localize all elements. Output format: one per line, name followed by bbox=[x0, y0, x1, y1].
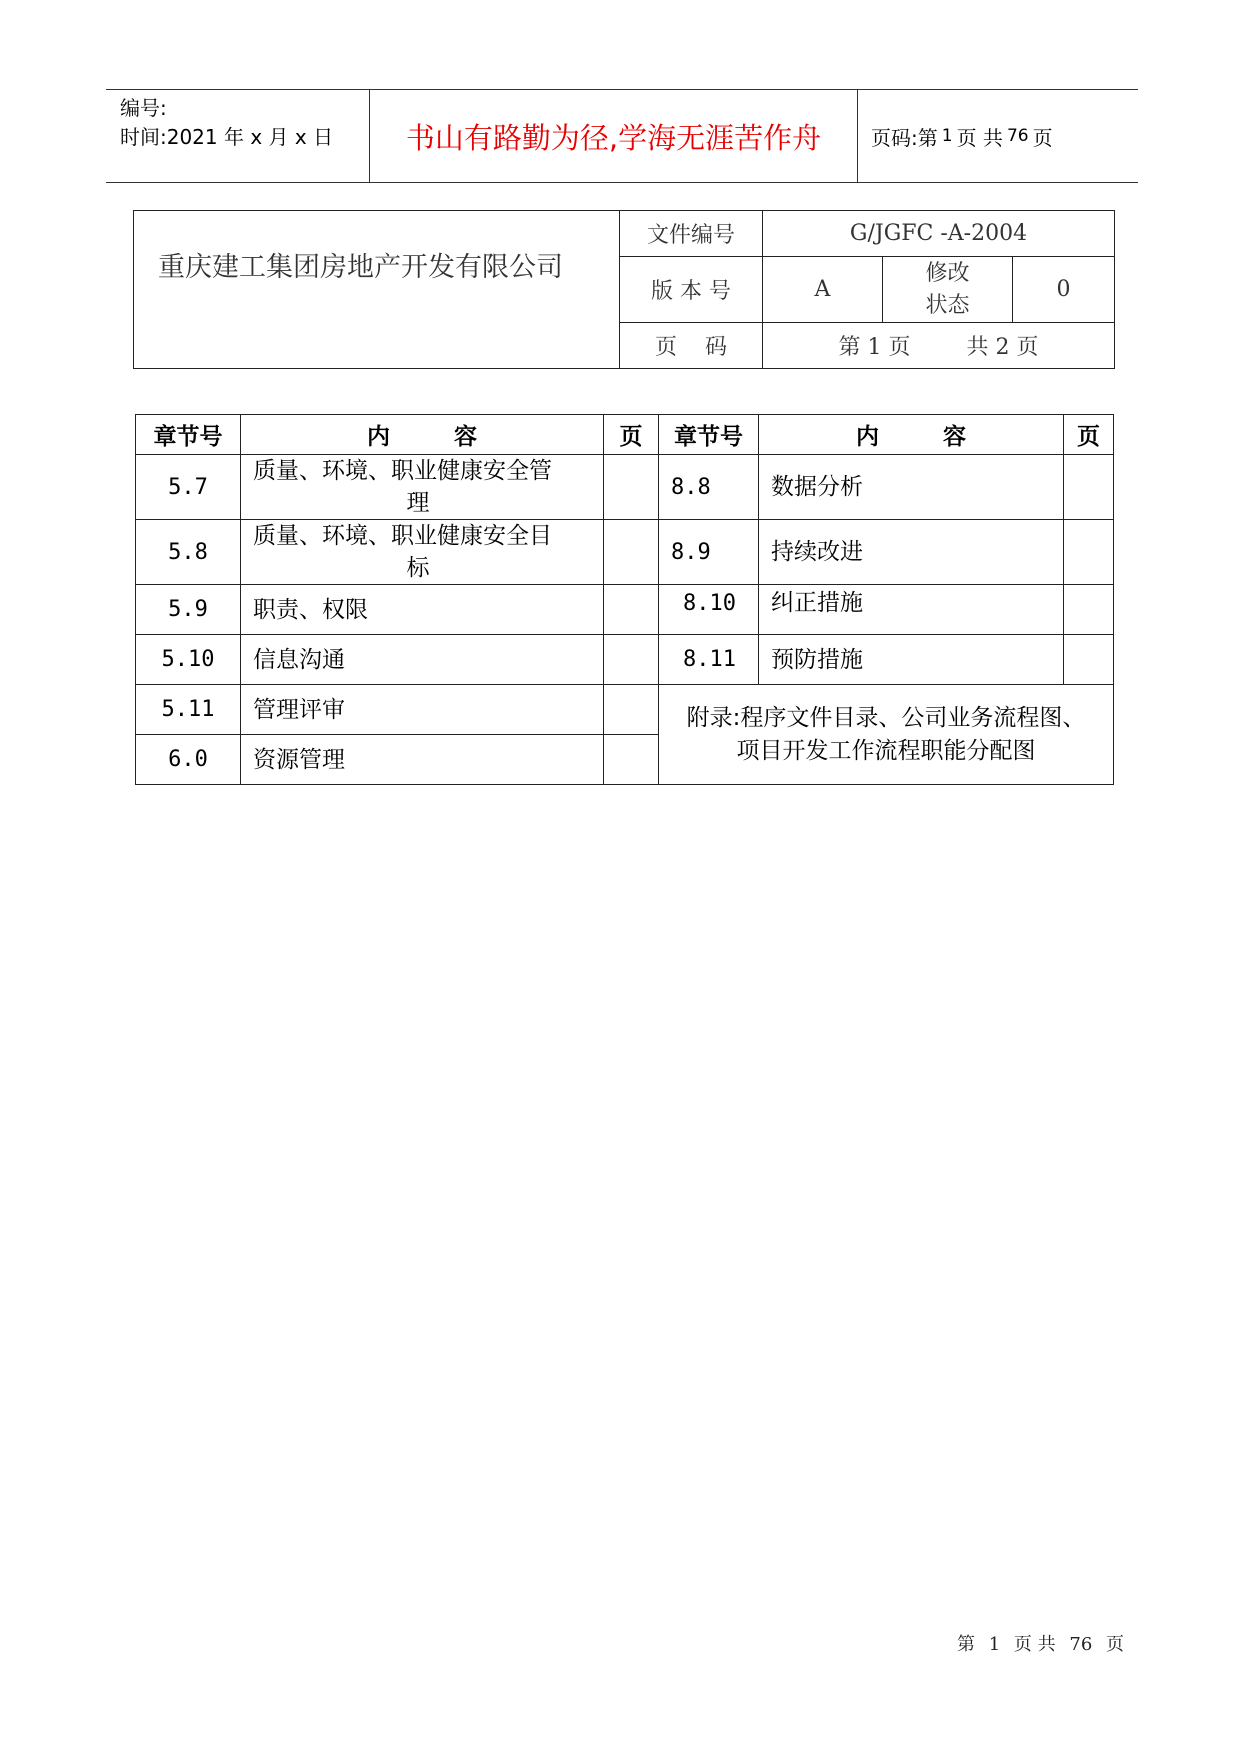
page-label: 页 码 bbox=[620, 323, 763, 369]
header-meta bbox=[120, 94, 333, 152]
page-cell bbox=[604, 635, 659, 685]
column-header: 页 bbox=[604, 415, 659, 455]
page-cell bbox=[1064, 455, 1114, 520]
page-cell bbox=[1064, 520, 1114, 585]
company-name: 重庆建工集团房地产开发有限公司 bbox=[134, 211, 620, 369]
page-header bbox=[106, 89, 1138, 183]
footer-suffix: 页 bbox=[1106, 1634, 1125, 1655]
revision-label bbox=[883, 257, 1013, 323]
page-cell bbox=[604, 685, 659, 735]
section-title: 纠正措施 bbox=[759, 585, 1064, 635]
section-number: 8.8 bbox=[659, 455, 759, 520]
page-cell bbox=[604, 455, 659, 520]
page-cell bbox=[604, 585, 659, 635]
page-value: 第 1 页 共 2 页 bbox=[763, 323, 1115, 369]
table-row bbox=[136, 685, 1114, 735]
motto: 书山有路勤为径,学海无涯苦作舟 bbox=[405, 120, 822, 155]
table-header-row bbox=[136, 415, 1114, 455]
column-header: 页 bbox=[1064, 415, 1114, 455]
revision-value: 0 bbox=[1013, 257, 1115, 323]
section-number: 8.10 bbox=[659, 585, 759, 635]
section-title-line1: 质量、环境、职业健康安全管 bbox=[253, 458, 552, 484]
section-title-line2: 理 bbox=[406, 490, 430, 516]
contents-table bbox=[135, 414, 1114, 785]
table-row bbox=[136, 585, 1114, 635]
section-title-line1: 质量、环境、职业健康安全目 bbox=[253, 523, 552, 549]
section-title: 持续改进 bbox=[759, 520, 1064, 585]
table-row bbox=[136, 455, 1114, 520]
column-header: 章节号 bbox=[659, 415, 759, 455]
table-row bbox=[136, 635, 1114, 685]
header-divider bbox=[857, 90, 858, 182]
page-cell bbox=[604, 735, 659, 785]
section-number: 5.8 bbox=[136, 520, 241, 585]
section-title bbox=[241, 455, 604, 520]
footer-total: 76 bbox=[1069, 1634, 1093, 1655]
section-number: 8.11 bbox=[659, 635, 759, 685]
revision-label-line2: 状态 bbox=[925, 292, 970, 318]
version-label: 版 本 号 bbox=[620, 257, 763, 323]
column-header: 章节号 bbox=[136, 415, 241, 455]
section-title: 数据分析 bbox=[759, 455, 1064, 520]
section-number: 5.9 bbox=[136, 585, 241, 635]
section-number: 8.9 bbox=[659, 520, 759, 585]
section-title bbox=[241, 520, 604, 585]
footer-prefix: 第 bbox=[957, 1634, 975, 1655]
page-cell bbox=[1064, 635, 1114, 685]
page-suffix: 页 bbox=[1032, 125, 1053, 150]
section-title: 管理评审 bbox=[241, 685, 604, 735]
page-cell bbox=[604, 520, 659, 585]
footer-page-counter bbox=[957, 1630, 1124, 1656]
column-header: 内 容 bbox=[759, 415, 1064, 455]
header-page-counter bbox=[871, 90, 1053, 182]
section-number: 5.7 bbox=[136, 455, 241, 520]
section-title: 预防措施 bbox=[759, 635, 1064, 685]
page-prefix: 页码:第 bbox=[871, 125, 938, 150]
section-title-line2: 标 bbox=[406, 555, 430, 581]
section-number: 5.11 bbox=[136, 685, 241, 735]
version-value: A bbox=[763, 257, 883, 323]
document-info-table bbox=[133, 210, 1115, 369]
section-title: 资源管理 bbox=[241, 735, 604, 785]
doc-no-label: 文件编号 bbox=[620, 211, 763, 257]
time-label: 时间:2021 年 x 月 x 日 bbox=[120, 125, 334, 149]
appendix-line2: 项目开发工作流程职能分配图 bbox=[736, 737, 1036, 764]
page-current: 1 bbox=[941, 126, 953, 146]
table-row bbox=[136, 520, 1114, 585]
section-number: 6.0 bbox=[136, 735, 241, 785]
appendix-line1: 附录:程序文件目录、公司业务流程图、 bbox=[686, 704, 1086, 731]
doc-no-value: G/JGFC -A-2004 bbox=[763, 211, 1115, 257]
footer-current: 1 bbox=[988, 1634, 1001, 1655]
section-number: 5.10 bbox=[136, 635, 241, 685]
section-title: 信息沟通 bbox=[241, 635, 604, 685]
revision-label-line1: 修改 bbox=[925, 260, 970, 286]
appendix-note bbox=[659, 685, 1114, 785]
number-label: 编号: bbox=[120, 96, 167, 120]
page-cell bbox=[1064, 585, 1114, 635]
footer-mid: 页 共 bbox=[1013, 1634, 1056, 1655]
column-header: 内 容 bbox=[241, 415, 604, 455]
section-title: 职责、权限 bbox=[241, 585, 604, 635]
page-total: 76 bbox=[1006, 126, 1029, 146]
page-mid: 页 共 bbox=[956, 125, 1003, 150]
